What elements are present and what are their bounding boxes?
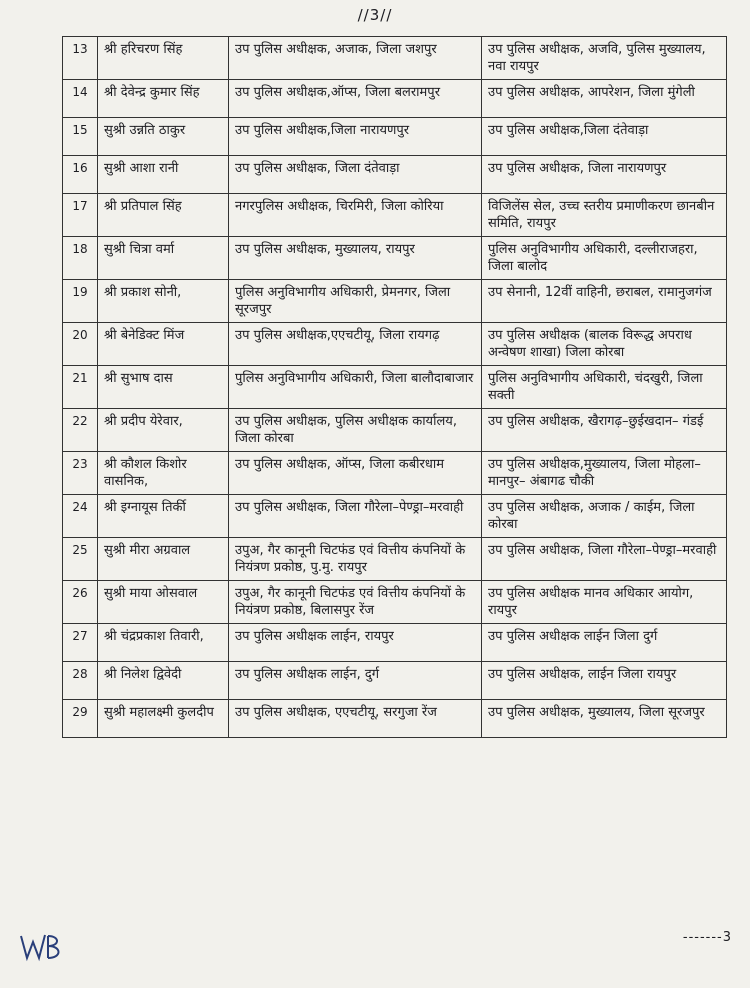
officer-name-cell: सुश्री आशा रानी [98,156,229,194]
officer-name-cell: श्री प्रतिपाल सिंह [98,194,229,237]
current-posting-cell: नगरपुलिस अधीक्षक, चिरमिरी, जिला कोरिया [229,194,482,237]
current-posting-cell: उप पुलिस अधीक्षक, जिला दंतेवाड़ा [229,156,482,194]
serial-number-cell: 21 [63,366,98,409]
current-posting-cell: उप पुलिस अधीक्षक, अजाक, जिला जशपुर [229,37,482,80]
table-row [63,280,727,323]
table-row [63,409,727,452]
table-row [63,581,727,624]
serial-number-cell: 26 [63,581,98,624]
new-posting-cell: उप सेनानी, 12वीं वाहिनी, छराबल, रामानुजगंज [482,280,727,323]
current-posting-cell: उप पुलिस अधीक्षक लाईन, दुर्ग [229,662,482,700]
current-posting-cell: उप पुलिस अधीक्षक,एएचटीयू, जिला रायगढ़ [229,323,482,366]
serial-number-cell: 16 [63,156,98,194]
current-posting-cell: उपुअ, गैर कानूनी चिटफंड एवं वित्तीय कंपनियों के नियंत्रण प्रकोष्ठ, पु.मु. रायपुर [229,538,482,581]
new-posting-cell: उप पुलिस अधीक्षक मानव अधिकार आयोग, रायपुर [482,581,727,624]
current-posting-cell: उप पुलिस अधीक्षक, मुख्यालय, रायपुर [229,237,482,280]
table-row [63,495,727,538]
table-row [63,237,727,280]
table-row [63,118,727,156]
table-row [63,538,727,581]
officer-name-cell: श्री कौशल किशोर वासनिक, [98,452,229,495]
serial-number-cell: 24 [63,495,98,538]
officer-name-cell: श्री हरिचरण सिंह [98,37,229,80]
officer-name-cell: सुश्री महालक्ष्मी कुलदीप [98,700,229,738]
serial-number-cell: 25 [63,538,98,581]
table-row [63,452,727,495]
officer-name-cell: श्री निलेश द्विवेदी [98,662,229,700]
table-row [63,37,727,80]
officer-name-cell: सुश्री माया ओसवाल [98,581,229,624]
serial-number-cell: 13 [63,37,98,80]
current-posting-cell: उपुअ, गैर कानूनी चिटफंड एवं वित्तीय कंपनियों के नियंत्रण प्रकोष्ठ, बिलासपुर रेंज [229,581,482,624]
new-posting-cell: पुलिस अनुविभागीय अधिकारी, चंदखुरी, जिला सक्ती [482,366,727,409]
new-posting-cell: पुलिस अनुविभागीय अधिकारी, दल्लीराजहरा, जिला बालोद [482,237,727,280]
officer-name-cell: श्री प्रदीप येरेवार, [98,409,229,452]
table-row [63,194,727,237]
new-posting-cell: उप पुलिस अधीक्षक, मुख्यालय, जिला सूरजपुर [482,700,727,738]
serial-number-cell: 29 [63,700,98,738]
officer-name-cell: सुश्री उन्नति ठाकुर [98,118,229,156]
current-posting-cell: उप पुलिस अधीक्षक,जिला नारायणपुर [229,118,482,156]
new-posting-cell: उप पुलिस अधीक्षक, अजाक / काईम, जिला कोरबा [482,495,727,538]
transfer-table [62,36,727,738]
officer-name-cell: श्री प्रकाश सोनी, [98,280,229,323]
serial-number-cell: 28 [63,662,98,700]
table-row [63,80,727,118]
table-row [63,366,727,409]
serial-number-cell: 14 [63,80,98,118]
new-posting-cell: उप पुलिस अधीक्षक (बालक विरूद्ध अपराध अन्वेषण शाखा) जिला कोरबा [482,323,727,366]
table-row [63,700,727,738]
new-posting-cell: विजिलेंस सेल, उच्च स्तरीय प्रमाणीकरण छानबीन समिति, रायपुर [482,194,727,237]
serial-number-cell: 23 [63,452,98,495]
new-posting-cell: उप पुलिस अधीक्षक लाईन जिला दुर्ग [482,624,727,662]
current-posting-cell: उप पुलिस अधीक्षक, एएचटीयू, सरगुजा रेंज [229,700,482,738]
new-posting-cell: उप पुलिस अधीक्षक, जिला गौरेला–पेण्ड्रा–मरवाही [482,538,727,581]
current-posting-cell: पुलिस अनुविभागीय अधिकारी, जिला बालौदाबाजार [229,366,482,409]
current-posting-cell: उप पुलिस अधीक्षक, जिला गौरेला–पेण्ड्रा–मरवाही [229,495,482,538]
table-row [63,156,727,194]
serial-number-cell: 18 [63,237,98,280]
new-posting-cell: उप पुलिस अधीक्षक,जिला दंतेवाड़ा [482,118,727,156]
current-posting-cell: उप पुलिस अधीक्षक लाईन, रायपुर [229,624,482,662]
serial-number-cell: 17 [63,194,98,237]
page-number: -------3 [682,930,732,945]
current-posting-cell: पुलिस अनुविभागीय अधिकारी, प्रेमनगर, जिला सूरजपुर [229,280,482,323]
table-row [63,662,727,700]
signature-mark [18,930,64,964]
current-posting-cell: उप पुलिस अधीक्षक, पुलिस अधीक्षक कार्यालय, जिला कोरबा [229,409,482,452]
officer-name-cell: सुश्री चित्रा वर्मा [98,237,229,280]
officer-name-cell: सुश्री मीरा अग्रवाल [98,538,229,581]
officer-name-cell: श्री चंद्रप्रकाश तिवारी, [98,624,229,662]
new-posting-cell: उप पुलिस अधीक्षक, अजवि, पुलिस मुख्यालय, नवा रायपुर [482,37,727,80]
officer-name-cell: श्री इग्नायूस तिर्की [98,495,229,538]
new-posting-cell: उप पुलिस अधीक्षक,मुख्यालय, जिला मोहला–मानपुर– अंबागढ चौकी [482,452,727,495]
current-posting-cell: उप पुलिस अधीक्षक,ऑप्स, जिला बलरामपुर [229,80,482,118]
new-posting-cell: उप पुलिस अधीक्षक, खैरागढ़–छुईखदान– गंडई [482,409,727,452]
serial-number-cell: 20 [63,323,98,366]
officer-name-cell: श्री देवेन्द्र कुमार सिंह [98,80,229,118]
table-row [63,624,727,662]
new-posting-cell: उप पुलिस अधीक्षक, जिला नारायणपुर [482,156,727,194]
officer-name-cell: श्री बेनेडिक्ट मिंज [98,323,229,366]
serial-number-cell: 27 [63,624,98,662]
current-posting-cell: उप पुलिस अधीक्षक, ऑप्स, जिला कबीरधाम [229,452,482,495]
officer-name-cell: श्री सुभाष दास [98,366,229,409]
serial-number-cell: 15 [63,118,98,156]
table-row [63,323,727,366]
page-header-mark: //3// [357,6,393,24]
new-posting-cell: उप पुलिस अधीक्षक, आपरेशन, जिला मुंगेली [482,80,727,118]
serial-number-cell: 19 [63,280,98,323]
serial-number-cell: 22 [63,409,98,452]
new-posting-cell: उप पुलिस अधीक्षक, लाईन जिला रायपुर [482,662,727,700]
